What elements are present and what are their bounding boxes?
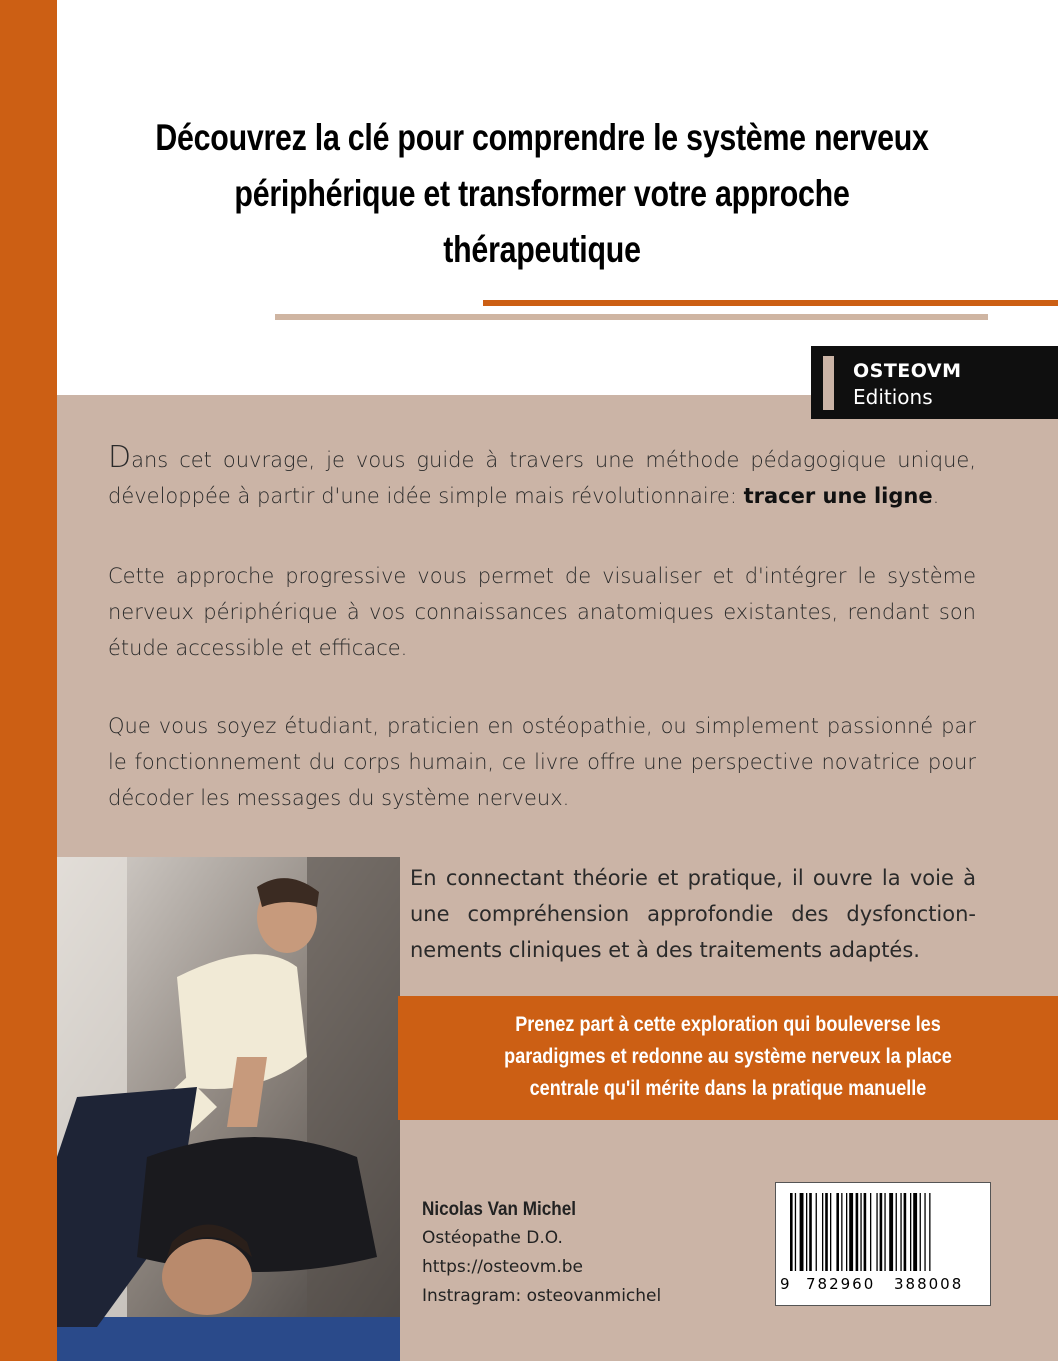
barcode-bar: [790, 1193, 793, 1271]
barcode-bar: [800, 1193, 804, 1271]
publisher-subtitle: Editions: [853, 385, 933, 409]
paragraph-practice: En connectant théorie et pratique, il ouvre la voie à une compréhension approfondie des dysfonction-nements cliniques et à des traitements adaptés.: [410, 866, 976, 962]
barcode-bar: [841, 1193, 842, 1271]
call-to-action-banner: [398, 996, 1058, 1120]
barcode-bar: [816, 1193, 817, 1271]
headline-line-3: thérapeutique: [443, 229, 641, 270]
barcode-bar: [929, 1193, 930, 1271]
barcode-bar: [896, 1193, 897, 1271]
barcode-bar: [924, 1193, 925, 1271]
paragraph-intro-emphasis: tracer une ligne: [743, 484, 933, 508]
paragraph-intro: [108, 440, 976, 514]
photo-illustration: [57, 857, 400, 1361]
left-orange-band: [0, 0, 57, 1361]
paragraph-intro-text: ans cet ouvrage, je vous guide à travers une méthode pédagogique unique, développée à partir d'une idée simple mais révolutionnaire:: [108, 448, 976, 508]
cta-text: [444, 1009, 1012, 1105]
author-photo: [57, 857, 400, 1361]
barcode-bar: [809, 1193, 812, 1271]
paragraph-intro-end: .: [932, 484, 940, 508]
barcode-bar: [849, 1193, 853, 1271]
drop-cap: D: [108, 440, 132, 475]
paragraph-approach: Cette approche progressive vous permet de visualiser et d'intégrer le système nerveux périphérique à vos connaissances anatomiques existantes, rendant son étude accessible et efficace.: [108, 564, 976, 660]
barcode-group-left: 782960: [806, 1275, 876, 1293]
barcode-bar: [822, 1193, 823, 1271]
decorative-rule-tan: [275, 314, 988, 320]
author-info: [422, 1196, 661, 1311]
headline-line-1: Découvrez la clé pour comprendre le système nerveux: [155, 117, 929, 158]
author-website: https://osteovm.be: [422, 1257, 583, 1277]
barcode-bar: [900, 1193, 901, 1271]
barcode-bar: [825, 1193, 828, 1271]
barcode-bar: [920, 1193, 921, 1271]
paragraph-audience: Que vous soyez étudiant, praticien en ostéopathie, ou simplement passionné par le fonctionnement du corps humain, ce livre offre une perspective novatrice pour décoder les messages du système nerveux.: [108, 714, 976, 810]
cta-line-1: Prenez part à cette exploration qui bouleverse les: [515, 1013, 941, 1036]
barcode-bars: [790, 1193, 976, 1275]
author-role: Ostéopathe D.O.: [422, 1228, 563, 1248]
barcode-bar: [836, 1193, 839, 1271]
barcode-bar: [846, 1193, 847, 1271]
headline: [144, 110, 939, 278]
barcode-bar: [856, 1193, 859, 1271]
barcode-bar: [889, 1193, 893, 1271]
headline-line-2: périphérique et transformer votre approche: [234, 173, 850, 214]
barcode-bar: [870, 1193, 871, 1271]
author-instagram: Instragram: osteovanmichel: [422, 1286, 662, 1306]
cta-line-3: centrale qu'il mérite dans la pratique manuelle: [529, 1077, 927, 1100]
barcode-bar: [910, 1193, 911, 1271]
isbn-barcode: [775, 1182, 991, 1306]
publisher-name: OSTEOVM: [853, 360, 962, 382]
barcode-bar: [806, 1193, 807, 1271]
barcode-bar: [876, 1193, 877, 1271]
barcode-bar: [904, 1193, 907, 1271]
barcode-bar: [830, 1193, 831, 1271]
cta-line-2: paradigmes et redonne au système nerveux la place: [504, 1045, 952, 1068]
publisher-mark-icon: [823, 356, 834, 410]
author-name: Nicolas Van Michel: [422, 1199, 576, 1220]
barcode-bar: [880, 1193, 883, 1271]
barcode-group-right: 388008: [894, 1275, 964, 1293]
publisher-logo: [811, 346, 1058, 419]
barcode-digit-first: 9: [780, 1275, 790, 1293]
decorative-rule-orange: [483, 300, 1058, 306]
barcode-bar: [795, 1193, 796, 1271]
barcode-bar: [913, 1193, 917, 1271]
barcode-bar: [884, 1193, 885, 1271]
barcode-bar: [860, 1193, 861, 1271]
barcode-bar: [864, 1193, 867, 1271]
